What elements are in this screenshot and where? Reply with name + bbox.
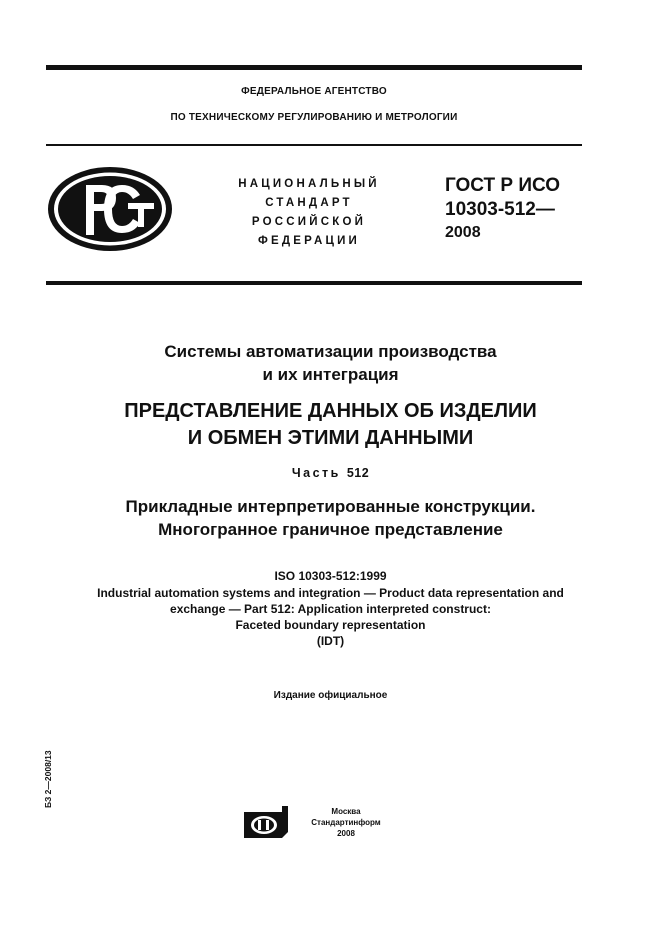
subtitle-line: Системы автоматизации производства xyxy=(164,342,497,361)
part-number: 512 xyxy=(346,466,370,480)
publisher-city: Москва xyxy=(331,807,361,816)
title-line: И ОБМЕН ЭТИМИ ДАННЫМИ xyxy=(187,427,474,449)
iso-title-line: Industrial automation systems and integration — Product data representation and xyxy=(97,586,564,600)
part-title-line: Прикладные интерпретированные конструкции. xyxy=(125,497,536,516)
national-standard-line: РОССИЙСКОЙ xyxy=(251,216,367,228)
designation-line-1: ГОСТ Р ИСО xyxy=(445,175,561,196)
standartinform-logo-icon xyxy=(244,806,288,838)
part-title-line: Многогранное граничное представление xyxy=(158,520,503,539)
rst-certification-logo-icon xyxy=(46,165,174,253)
publisher-year: 2008 xyxy=(337,829,355,838)
main-title xyxy=(20,398,641,452)
top-rule xyxy=(46,65,582,70)
part-title xyxy=(20,495,641,541)
designation-year: 2008 xyxy=(445,224,481,241)
publisher-block xyxy=(296,806,396,839)
part-label: Часть xyxy=(291,466,341,480)
subtitle-line: и их интеграция xyxy=(262,365,399,384)
standard-designation xyxy=(445,174,560,244)
iso-title-line: exchange — Part 512: Application interpreted construct: xyxy=(170,602,491,616)
national-standard-line: ФЕДЕРАЦИИ xyxy=(257,235,361,247)
publisher-name: Стандартинформ xyxy=(311,818,381,827)
header-rule xyxy=(46,144,582,146)
edition-note: Издание официальное xyxy=(273,690,388,701)
part-heading xyxy=(20,466,641,480)
title-line: ПРЕДСТАВЛЕНИЕ ДАННЫХ ОБ ИЗДЕЛИИ xyxy=(124,400,537,422)
national-standard-block xyxy=(216,175,402,251)
iso-title xyxy=(20,585,641,649)
agency-line-1: ФЕДЕРАЛЬНОЕ АГЕНТСТВО xyxy=(241,86,387,97)
national-standard-line: НАЦИОНАЛЬНЫЙ xyxy=(238,178,380,190)
iso-title-line: (IDT) xyxy=(316,634,345,648)
designation-line-2: 10303-512— xyxy=(445,199,555,220)
iso-number: ISO 10303-512:1999 xyxy=(274,569,387,583)
national-standard-line: СТАНДАРТ xyxy=(265,197,353,209)
agency-line-2: ПО ТЕХНИЧЕСКОМУ РЕГУЛИРОВАНИЮ И МЕТРОЛОГИИ xyxy=(170,112,458,123)
subtitle xyxy=(20,340,641,386)
side-code: БЗ 2—2008/13 xyxy=(43,750,53,808)
header-bottom-rule xyxy=(46,281,582,285)
iso-title-line: Faceted boundary representation xyxy=(235,618,426,632)
